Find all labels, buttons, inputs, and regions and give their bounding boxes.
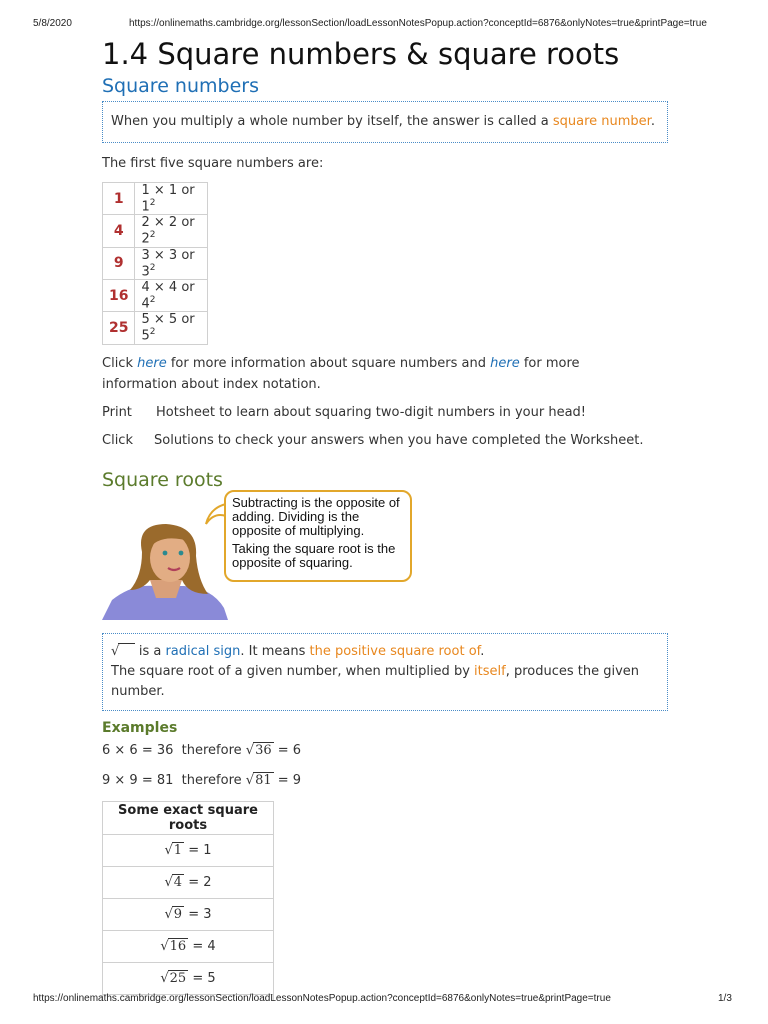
table-row: [103, 899, 274, 931]
square-expression: [135, 215, 208, 247]
root-cell: [103, 931, 274, 963]
examples-heading: Examples: [102, 720, 178, 736]
radical-sign-icon: √: [111, 642, 135, 662]
example-rhs: = 9: [273, 773, 302, 788]
radical-sign-icon: √81: [245, 773, 272, 788]
print-hotsheet-line: [102, 402, 668, 423]
example-lhs: 6 × 6 = 36 therefore: [102, 743, 246, 758]
lesson-content: [102, 36, 668, 493]
table-row: [103, 963, 274, 995]
table-row: [103, 183, 208, 215]
solutions-rest-text: to check your answers when you have completed the Worksheet.: [213, 432, 644, 448]
square-number: 16: [103, 279, 135, 311]
exact-roots-table: [102, 801, 274, 995]
click-verb: Click: [102, 432, 133, 448]
root-cell: [103, 867, 274, 899]
example-lhs: 9 × 9 = 81 therefore: [102, 773, 246, 788]
bubble-text-1: Subtracting is the opposite of adding. Dividing is the opposite of multiplying.: [232, 495, 400, 538]
table-row: [103, 312, 208, 344]
square-expression: [135, 247, 208, 279]
radical-sign-icon: √1: [164, 843, 183, 858]
root-value: = 5: [188, 971, 216, 986]
table-row: [103, 247, 208, 279]
print-verb: Print: [102, 404, 132, 420]
root-value: = 1: [184, 843, 212, 858]
radicand: 9: [173, 907, 183, 922]
table-row: [103, 215, 208, 247]
square-intro: The first five square numbers are:: [102, 156, 324, 171]
definition-text: When you multiply a whole number by itself, the answer is called a: [111, 114, 553, 129]
exponent: 2: [149, 198, 156, 208]
footer-url: https://onlinemaths.cambridge.org/lessonSection/loadLessonNotesPopup.action?conceptId=6876&onlyNotes=true&printPage=true: [33, 993, 611, 1004]
definition-period: .: [650, 114, 655, 129]
square-number: 4: [103, 215, 135, 247]
solutions-link[interactable]: Solutions: [154, 432, 214, 448]
more-info-line: [102, 353, 642, 395]
square-numbers-heading: Square numbers: [102, 75, 259, 97]
examples-list: [102, 740, 668, 791]
hotsheet-link[interactable]: Hotsheet: [156, 404, 215, 420]
root-value: = 2: [184, 875, 212, 890]
expression-text: 5 × 5 or 5: [141, 312, 195, 344]
definition-box: [102, 101, 668, 143]
table-row: [103, 931, 274, 963]
expression-text: 2 × 2 or 2: [141, 215, 195, 247]
radicand: 25: [169, 971, 187, 986]
square-roots-section: [102, 633, 668, 1001]
radicand: 1: [173, 843, 183, 858]
radicand: 4: [173, 875, 183, 890]
table-row: [103, 835, 274, 867]
example-line: [102, 740, 668, 761]
definition-term: square number: [552, 114, 651, 129]
exponent: 2: [149, 262, 156, 273]
radicand: 36: [255, 743, 272, 758]
print-url: https://onlinemaths.cambridge.org/lessonSection/loadLessonNotesPopup.action?conceptId=6876&onlyNotes=true&printPage=true: [129, 18, 707, 29]
example-rhs: = 6: [273, 743, 302, 758]
square-expression: [135, 183, 208, 215]
root-cell: [103, 835, 274, 867]
radical-def-text: . It means: [240, 644, 310, 659]
more-info-text: for more information about index notation.: [102, 355, 580, 392]
radicand: 81: [255, 773, 272, 788]
radical-sign-icon: √25: [160, 971, 187, 986]
itself-term: itself: [474, 664, 506, 679]
print-rest-text: to learn about squaring two-digit numbers in your head!: [214, 404, 586, 420]
expression-text: 4 × 4 or 4: [141, 279, 195, 312]
root-cell: [103, 899, 274, 931]
radical-sign-icon: √36: [245, 743, 272, 758]
radical-sign-icon: √16: [160, 939, 187, 954]
root-def-text: , produces the given number.: [111, 664, 640, 699]
radical-def-text: .: [480, 644, 485, 659]
print-date: 5/8/2020: [33, 18, 72, 29]
table-row: [103, 279, 208, 311]
root-value: = 4: [188, 939, 216, 954]
square-numbers-table: [102, 182, 208, 345]
example-line: [102, 770, 668, 791]
exact-roots-header: Some exact square roots: [103, 802, 274, 835]
radical-definition-box: [102, 633, 668, 711]
table-row: [103, 867, 274, 899]
root-value: = 3: [184, 907, 212, 922]
exponent: 2: [149, 294, 156, 305]
root-cell: [103, 963, 274, 995]
square-number: 1: [103, 183, 135, 215]
square-roots-heading: Square roots: [102, 468, 223, 491]
teacher-illustration: [102, 520, 232, 620]
more-info-text: for more information about square numbers and: [166, 355, 491, 371]
radical-def-text: is a: [134, 644, 166, 659]
root-def-text: The square root of a given number, when multiplied by: [111, 664, 475, 679]
more-info-text: Click: [102, 355, 138, 371]
radical-sign-icon: √9: [164, 907, 183, 922]
radical-sign-icon: √4: [164, 875, 183, 890]
expression-text: 3 × 3 or 3: [141, 247, 195, 279]
here-link-index-notation[interactable]: here: [490, 355, 520, 371]
exponent: 2: [149, 230, 156, 241]
square-expression: [135, 312, 208, 344]
here-link-square-numbers[interactable]: here: [137, 355, 167, 371]
expression-text: 1 × 1 or 1: [141, 183, 195, 215]
solutions-line: [102, 430, 668, 451]
page-number: 1/3: [718, 993, 732, 1004]
radical-sign-term: radical sign: [165, 644, 241, 659]
square-expression: [135, 279, 208, 311]
square-number: 25: [103, 312, 135, 344]
bubble-text-2: Taking the square root is the opposite of squaring.: [232, 541, 396, 570]
speech-bubble: [224, 490, 412, 582]
positive-root-term: the positive square root of: [309, 644, 481, 659]
page-title: 1.4 Square numbers & square roots: [102, 37, 620, 71]
square-number: 9: [103, 247, 135, 279]
radicand: 16: [169, 939, 187, 954]
exponent: 2: [149, 327, 156, 338]
